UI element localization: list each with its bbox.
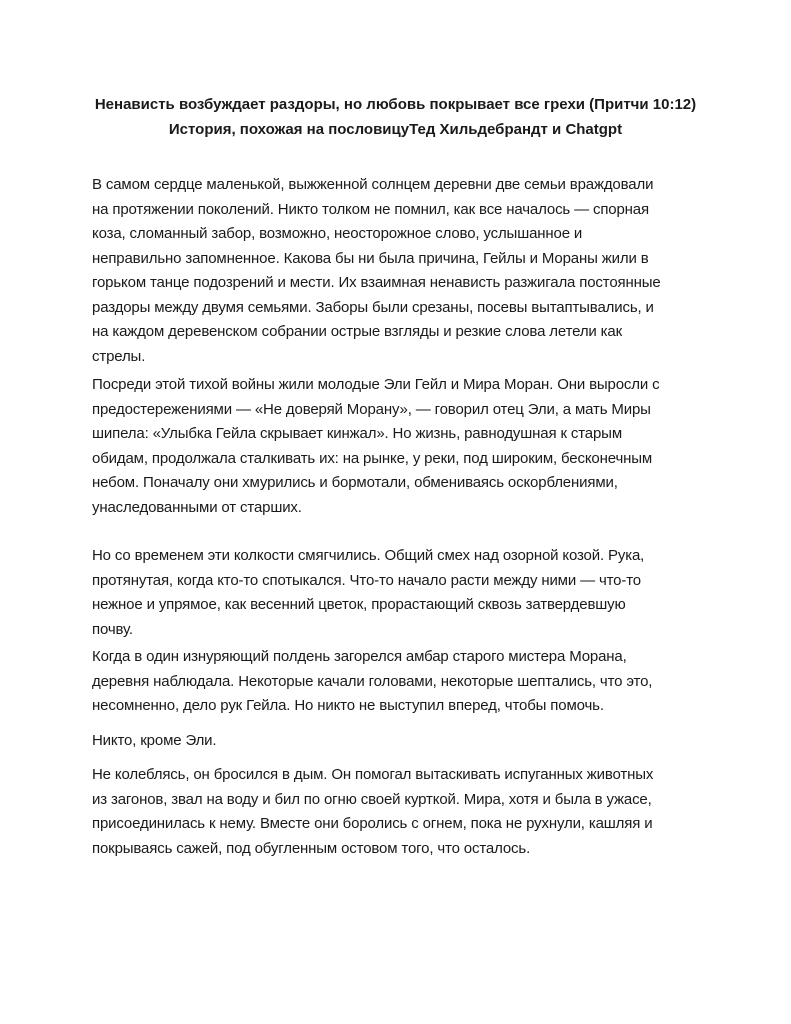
- paragraph-line: горьком танце подозрений и мести. Их взаимная ненависть разжигала постоянные: [92, 274, 661, 291]
- paragraph-line: обидам, продолжала сталкивать их: на рынке, у реки, под широким, бесконечным: [92, 449, 653, 467]
- paragraph: [92, 544, 732, 642]
- paragraph: [92, 645, 732, 719]
- paragraph-line: Когда в один изнуряющий полдень загорелся амбар старого мистера Морана,: [92, 648, 627, 665]
- paragraph-line: Посреди этой тихой войны жили молодые Эли Гейл и Мира Моран. Они выросли с: [92, 376, 660, 393]
- paragraph-line: небом. Поначалу они хмурились и бормотали, обмениваясь оскорблениями,: [92, 474, 618, 491]
- paragraph-line: деревня наблюдала. Некоторые качали головами, некоторые шептались, что это,: [92, 672, 653, 690]
- paragraph-line: В самом сердце маленькой, выжженной солнцем деревни две семьи враждовали: [92, 176, 654, 193]
- document-title: [0, 93, 791, 142]
- paragraph-line: стрелы.: [92, 347, 146, 365]
- paragraph-line: коза, сломанный забор, возможно, неосторожное слово, услышанное и: [92, 225, 583, 242]
- paragraph-line: Не колеблясь, он бросился в дым. Он помогал вытаскивать испуганных животных: [92, 766, 654, 783]
- paragraph-line: несомненно, дело рук Гейла. Но никто не выступил вперед, чтобы помочь.: [92, 697, 604, 714]
- paragraph-line: унаследованными от старших.: [92, 498, 302, 516]
- paragraph-line: Никто, кроме Эли.: [92, 732, 217, 749]
- paragraph-line: из загонов, звал на воду и бил по огню своей курткой. Мира, хотя и была в ужасе,: [92, 790, 652, 808]
- title-line-2: История, похожая на пословицуТед Хильдебрандт и Chatgpt: [168, 120, 623, 138]
- paragraph-line: на каждом деревенском собрании острые взгляды и резкие слова летели как: [92, 323, 623, 340]
- paragraph-line: покрываясь сажей, под обугленным остовом того, что осталось.: [92, 839, 531, 857]
- paragraph-line: на протяжении поколений. Никто толком не помнил, как все началось — спорная: [92, 200, 649, 218]
- paragraph-line: нежное и упрямое, как весенний цветок, прорастающий сквозь затвердевшую: [92, 596, 626, 613]
- paragraph: [92, 763, 732, 861]
- paragraph-line: Но со временем эти колкости смягчились. Общий смех над озорной козой. Рука,: [92, 547, 645, 564]
- paragraph-line: предостережениями — «Не доверяй Морану», — говорил отец Эли, а мать Миры: [92, 400, 651, 418]
- title-line-1: Ненависть возбуждает раздоры, но любовь покрывает все грехи (Притчи 10:12): [94, 96, 697, 113]
- paragraph: [92, 173, 732, 369]
- paragraph-line: неправильно запомненное. Какова бы ни была причина, Гейлы и Мораны жили в: [92, 249, 649, 267]
- paragraph: [92, 373, 732, 520]
- paragraph-line: почву.: [92, 620, 133, 638]
- paragraph-line: присоединилась к нему. Вместе они боролись с огнем, пока не рухнули, кашляя и: [92, 815, 653, 832]
- paragraph: [92, 729, 732, 754]
- paragraph-line: шипела: «Улыбка Гейла скрывает кинжал». Но жизнь, равнодушная к старым: [92, 425, 622, 442]
- paragraph-line: протянутая, когда кто-то спотыкался. Что-то начало расти между ними — что-то: [92, 571, 641, 589]
- paragraph-line: раздоры между двумя семьями. Заборы были срезаны, посевы вытаптывались, и: [92, 298, 654, 316]
